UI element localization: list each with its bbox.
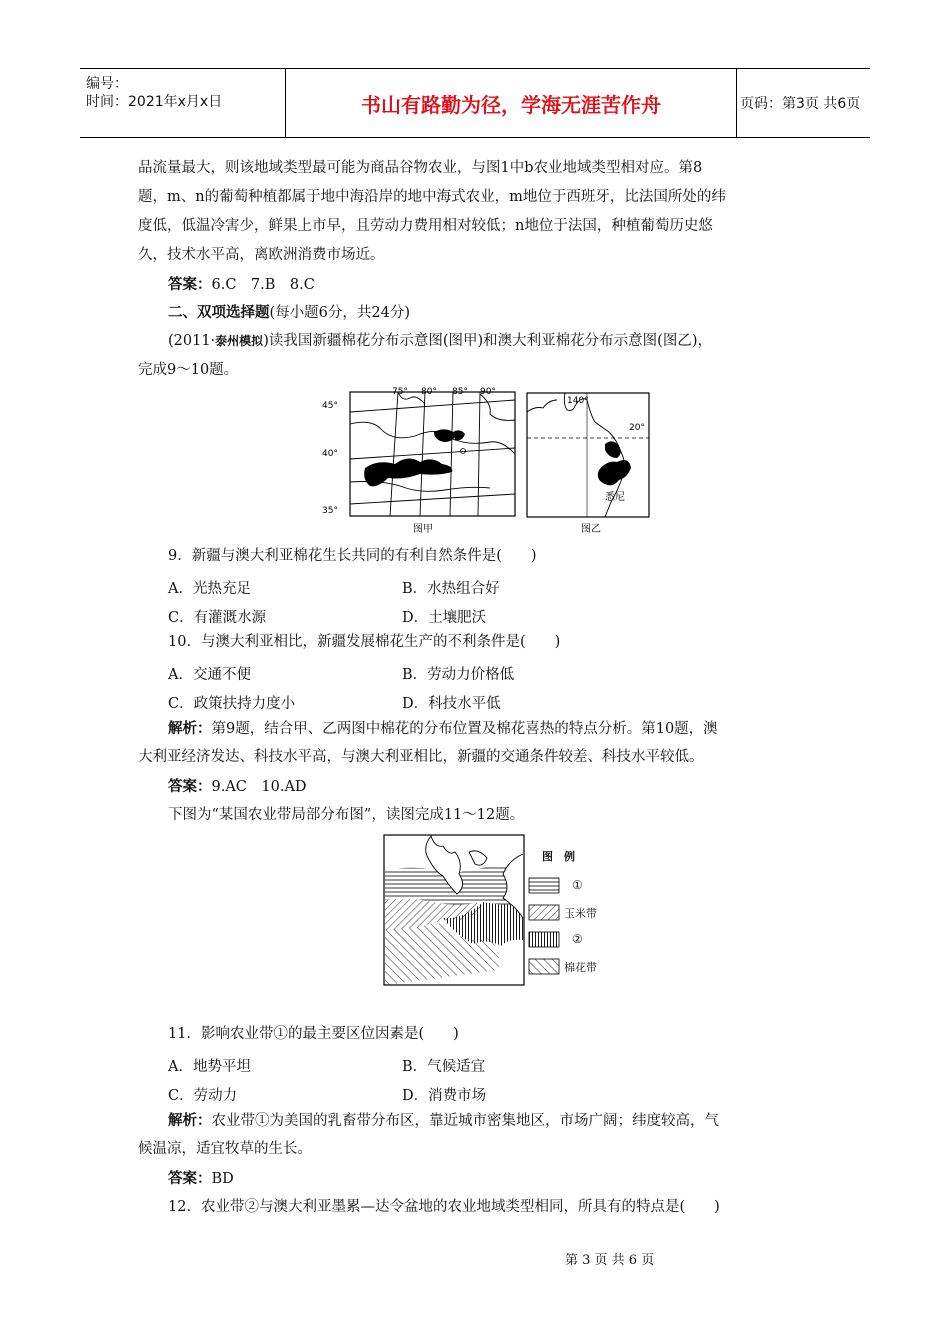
analysis-11 xyxy=(168,1106,858,1136)
analysis-line: 品流量最大，则该地域类型最可能为商品谷物农业，与图1中b农业地域类型相对应。第8 xyxy=(138,160,703,176)
analysis-text: 农业带①为美国的乳畜带分布区，靠近城市密集地区，市场广阔；纬度较高，气 xyxy=(211,1113,719,1129)
analysis-label: 解析： xyxy=(168,1112,212,1129)
q11-option-b: B．气候适宜 xyxy=(402,1059,486,1075)
section-note: (每小题6分，共24分) xyxy=(269,305,410,321)
q10-option-a: A．交通不便 xyxy=(168,667,251,683)
intro-source: 泰州模拟 xyxy=(215,334,264,348)
q11-option-d: D．消费市场 xyxy=(402,1088,487,1104)
intro-rest: )读我国新疆棉花分布示意图(图甲)和澳大利亚棉花分布示意图(图乙)， xyxy=(263,333,712,349)
xinjiang-cotton-map xyxy=(320,384,520,536)
answer-11 xyxy=(168,1164,858,1194)
q9-option-b: B．水热组合好 xyxy=(402,581,500,597)
answer-label: 答案： xyxy=(168,778,212,795)
analysis-line: 题，m、n的葡萄种植都属于地中海沿岸的地中海式农业，m地位于西班牙，比法国所处的纬 xyxy=(138,189,726,205)
intro-11-12: 下图为“某国农业带局部分布图”，读图完成11～12题。 xyxy=(168,807,525,823)
lon-90: 90° xyxy=(480,387,496,397)
us-agriculture-belt-map xyxy=(383,834,525,986)
legend-swatch-cotton xyxy=(529,959,559,974)
intro-year: (2011· xyxy=(168,333,216,349)
analysis-11-line2: 候温凉，适宜牧草的生长。 xyxy=(138,1141,312,1157)
lon-140: 140° xyxy=(567,396,589,406)
answer-text: BD xyxy=(211,1171,234,1187)
australia-cotton-map xyxy=(525,392,655,536)
page-header xyxy=(80,68,870,138)
legend-label-1: ① xyxy=(572,878,583,892)
number-label: 编号： xyxy=(86,76,128,92)
q10-stem: 10．与澳大利亚相比，新疆发展棉花生产的不利条件是( ) xyxy=(168,634,561,650)
q9-stem: 9．新疆与澳大利亚棉花生长共同的有利自然条件是( ) xyxy=(168,548,537,564)
lon-85: 85° xyxy=(452,387,468,397)
analysis-9-10-line2: 大利亚经济发达、科技水平高，与澳大利亚相比，新疆的交通条件较差、科技水平较低。 xyxy=(138,749,704,765)
section-title: 二、双项选择题 xyxy=(168,304,270,321)
q11-option-a: A．地势平坦 xyxy=(168,1059,251,1075)
legend-swatch-2 xyxy=(529,932,559,947)
answer-label: 答案： xyxy=(168,1170,212,1187)
header-meta xyxy=(80,69,285,137)
map2-caption: 图乙 xyxy=(581,524,601,535)
legend-swatch-corn xyxy=(529,905,559,920)
legend-title: 图 例 xyxy=(542,850,575,863)
lon-75: 75° xyxy=(392,387,408,397)
map1-caption: 图甲 xyxy=(413,524,433,535)
q9-option-a: A．光热充足 xyxy=(168,581,251,597)
page-footer: 第 3 页 共 6 页 xyxy=(565,1253,655,1268)
analysis-text: 第9题，结合甲、乙两图中棉花的分布位置及棉花喜热的特点分析。第10题，澳 xyxy=(211,721,718,737)
page-label: 页码：第3页 共6页 xyxy=(740,96,861,112)
motto: 书山有路勤为径，学海无涯苦作舟 xyxy=(285,69,737,137)
answer-text: 9.AC 10.AD xyxy=(211,779,307,795)
analysis-line: 度低，低温冷害少，鲜果上市早，且劳动力费用相对较低；n地位于法国，种植葡萄历史悠 xyxy=(138,218,713,234)
answer-label: 答案： xyxy=(168,276,212,293)
analysis-9-10 xyxy=(168,714,858,744)
lat-45: 45° xyxy=(322,401,338,411)
analysis-line: 久，技术水平高，离欧洲消费市场近。 xyxy=(138,247,385,263)
legend-label-2: ② xyxy=(572,932,583,946)
intro-9-10 xyxy=(168,327,858,356)
q11-option-c: C．劳动力 xyxy=(168,1088,238,1104)
intro-line2: 完成9～10题。 xyxy=(138,362,239,378)
analysis-label: 解析： xyxy=(168,720,212,737)
legend-swatch-1 xyxy=(529,878,559,893)
answer-6-8 xyxy=(168,270,858,300)
answer-9-10 xyxy=(168,772,858,802)
legend-label-cotton: 棉花带 xyxy=(564,961,597,974)
q10-option-b: B．劳动力价格低 xyxy=(402,667,515,683)
q11-stem: 11．影响农业带①的最主要区位因素是( ) xyxy=(168,1026,459,1042)
answer-text: 6.C 7.B 8.C xyxy=(211,277,315,293)
q9-option-c: C．有灌溉水源 xyxy=(168,610,267,626)
q9-option-d: D．土壤肥沃 xyxy=(402,610,487,626)
q10-option-c: C．政策扶持力度小 xyxy=(168,696,296,712)
lat-20: 20° xyxy=(629,423,645,433)
map-legend xyxy=(528,846,608,986)
section-2-heading xyxy=(168,298,858,328)
q10-option-d: D．科技水平低 xyxy=(402,696,501,712)
date-label: 时间：2021年x月x日 xyxy=(86,94,223,110)
city-sydney: 悉尼 xyxy=(605,492,625,503)
lon-80: 80° xyxy=(421,387,437,397)
lat-40: 40° xyxy=(322,449,338,459)
q12-stem: 12．农业带②与澳大利亚墨累—达令盆地的农业地域类型相同，所具有的特点是( ) xyxy=(168,1199,720,1215)
legend-label-corn: 玉米带 xyxy=(564,907,597,920)
lat-35: 35° xyxy=(322,506,338,516)
legend-swatches xyxy=(528,876,562,986)
